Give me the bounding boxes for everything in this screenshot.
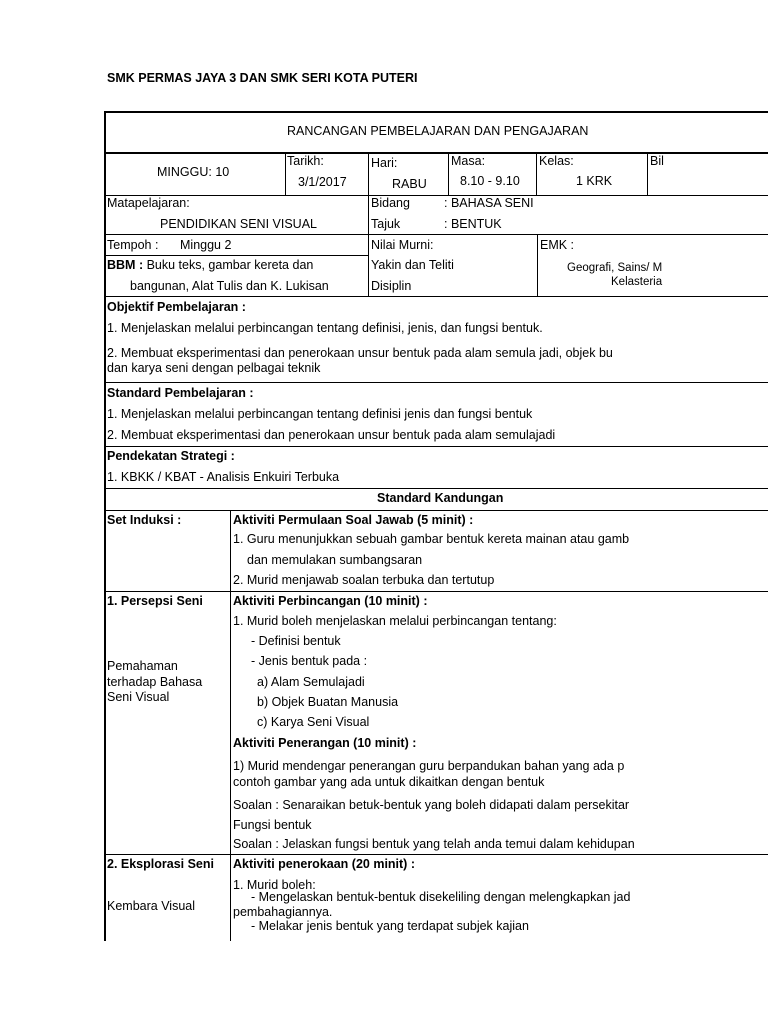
emk-label: EMK : [540,238,575,252]
objektif-label: Objektif Pembelajaran : [107,300,246,314]
persepsi-heading2: Aktiviti Penerangan (10 minit) : [233,736,417,750]
persepsi-line9: Soalan : Senaraikan betuk-bentuk yang boleh didapati dalam persekitar [233,798,630,812]
objektif-item2b: dan karya seni dengan pelbagai teknik [107,361,321,375]
tempoh-value: Minggu 2 [180,238,232,252]
tarikh-label: Tarikh: [287,154,324,168]
divider [285,152,286,195]
divider [536,152,537,195]
tempoh-label: Tempoh : [107,238,159,252]
standard-pembelajaran-item1: 1. Menjelaskan melalui perbincangan tentang definisi jenis dan fungsi bentuk [107,407,533,421]
divider [104,591,768,592]
hari-value: RABU [392,177,427,191]
objektif-item2a: 2. Membuat eksperimentasi dan penerokaan unsur bentuk pada alam semula jadi, objek bu [107,346,613,360]
eksplorasi-line2: - Mengelaskan bentuk-bentuk disekeliling dengan melengkapkan jad [251,890,631,904]
bbm-line1: Buku teks, gambar kereta dan [143,258,314,272]
eksplorasi-sub1: Kembara Visual [107,899,196,913]
set-induksi-line2: dan memulakan sumbangsaran [247,553,423,567]
tarikh-value: 3/1/2017 [298,175,347,189]
pendekatan-label: Pendekatan Strategi : [107,449,235,463]
persepsi-heading: Aktiviti Perbincangan (10 minit) : [233,594,428,608]
table-top-border [104,111,768,113]
emk-line2: Kelasteria [611,276,663,288]
persepsi-label: 1. Persepsi Seni [107,594,203,608]
divider [537,234,538,296]
divider [104,234,768,235]
objektif-item1: 1. Menjelaskan melalui perbincangan tentang definisi, jenis, dan fungsi bentuk. [107,321,543,335]
masa-label: Masa: [451,154,486,168]
divider [230,510,231,941]
title-bottom-border [104,152,768,154]
persepsi-line2: - Definisi bentuk [251,634,341,648]
persepsi-line10: Fungsi bentuk [233,818,312,832]
divider [104,446,768,447]
kelas-value: 1 KRK [576,174,613,188]
divider [104,296,768,297]
divider [104,382,768,383]
school-name: SMK PERMAS JAYA 3 DAN SMK SERI KOTA PUTERI [107,71,418,85]
divider [448,152,449,195]
eksplorasi-label: 2. Eksplorasi Seni [107,857,214,871]
set-induksi-label: Set Induksi : [107,513,182,527]
bidang-label: Bidang [371,196,410,210]
persepsi-line5: b) Objek Buatan Manusia [257,695,399,709]
eksplorasi-heading: Aktiviti penerokaan (20 minit) : [233,857,415,871]
persepsi-sub2: terhadap Bahasa [107,675,203,689]
persepsi-line8: contoh gambar yang ada untuk dikaitkan dengan bentuk [233,775,545,789]
bil-label: Bil [650,154,664,168]
tajuk-label: Tajuk [371,217,401,231]
persepsi-sub3: Seni Visual [107,690,170,704]
table-left-border [104,111,106,941]
nilai-label: Nilai Murni: [371,238,434,252]
bbm-row [107,259,313,272]
eksplorasi-line3: pembahagiannya. [233,905,333,919]
persepsi-line3: - Jenis bentuk pada : [251,654,368,668]
bbm-line2: bangunan, Alat Tulis dan K. Lukisan [130,279,329,293]
bbm-label: BBM : [107,258,144,272]
set-induksi-line3: 2. Murid menjawab soalan terbuka dan tertutup [233,573,495,587]
nilai-line1: Yakin dan Teliti [371,258,454,272]
divider [104,488,768,489]
emk-line1: Geografi, Sains/ M [567,262,663,274]
nilai-line2: Disiplin [371,279,412,293]
persepsi-line1: 1. Murid boleh menjelaskan melalui perbincangan tentang: [233,614,557,628]
divider [104,510,768,511]
minggu-value: MINGGU: 10 [157,165,230,179]
bidang-value: : BAHASA SENI [444,196,534,210]
page-title: RANCANGAN PEMBELAJARAN DAN PENGAJARAN [287,124,589,138]
kelas-label: Kelas: [539,154,574,168]
eksplorasi-line1: 1. Murid boleh: [233,878,316,892]
divider [647,152,648,195]
eksplorasi-line4: - Melakar jenis bentuk yang terdapat subjek kajian [251,919,529,933]
persepsi-line7: 1) Murid mendengar penerangan guru berpandukan bahan yang ada p [233,759,625,773]
divider [368,152,369,296]
persepsi-line11: Soalan : Jelaskan fungsi bentuk yang telah anda temui dalam kehidupan [233,837,635,851]
set-induksi-heading: Aktiviti Permulaan Soal Jawab (5 minit) : [233,513,474,527]
hari-label: Hari: [371,156,398,170]
set-induksi-line1: 1. Guru menunjukkan sebuah gambar bentuk kereta mainan atau gamb [233,532,630,546]
persepsi-line4: a) Alam Semulajadi [257,675,365,689]
tajuk-value: : BENTUK [444,217,502,231]
standard-pembelajaran-label: Standard Pembelajaran : [107,386,254,400]
standard-pembelajaran-item2: 2. Membuat eksperimentasi dan penerokaan unsur bentuk pada alam semulajadi [107,428,556,442]
pendekatan-item1: 1. KBKK / KBAT - Analisis Enkuiri Terbuka [107,470,340,484]
divider [104,195,768,196]
masa-value: 8.10 - 9.10 [460,174,520,188]
divider [104,854,768,855]
divider [104,255,368,256]
persepsi-sub1: Pemahaman [107,659,178,673]
subject-label: Matapelajaran: [107,196,190,210]
persepsi-line6: c) Karya Seni Visual [257,715,370,729]
subject-value: PENDIDIKAN SENI VISUAL [160,217,317,231]
standard-kandungan-heading: Standard Kandungan [377,491,504,505]
